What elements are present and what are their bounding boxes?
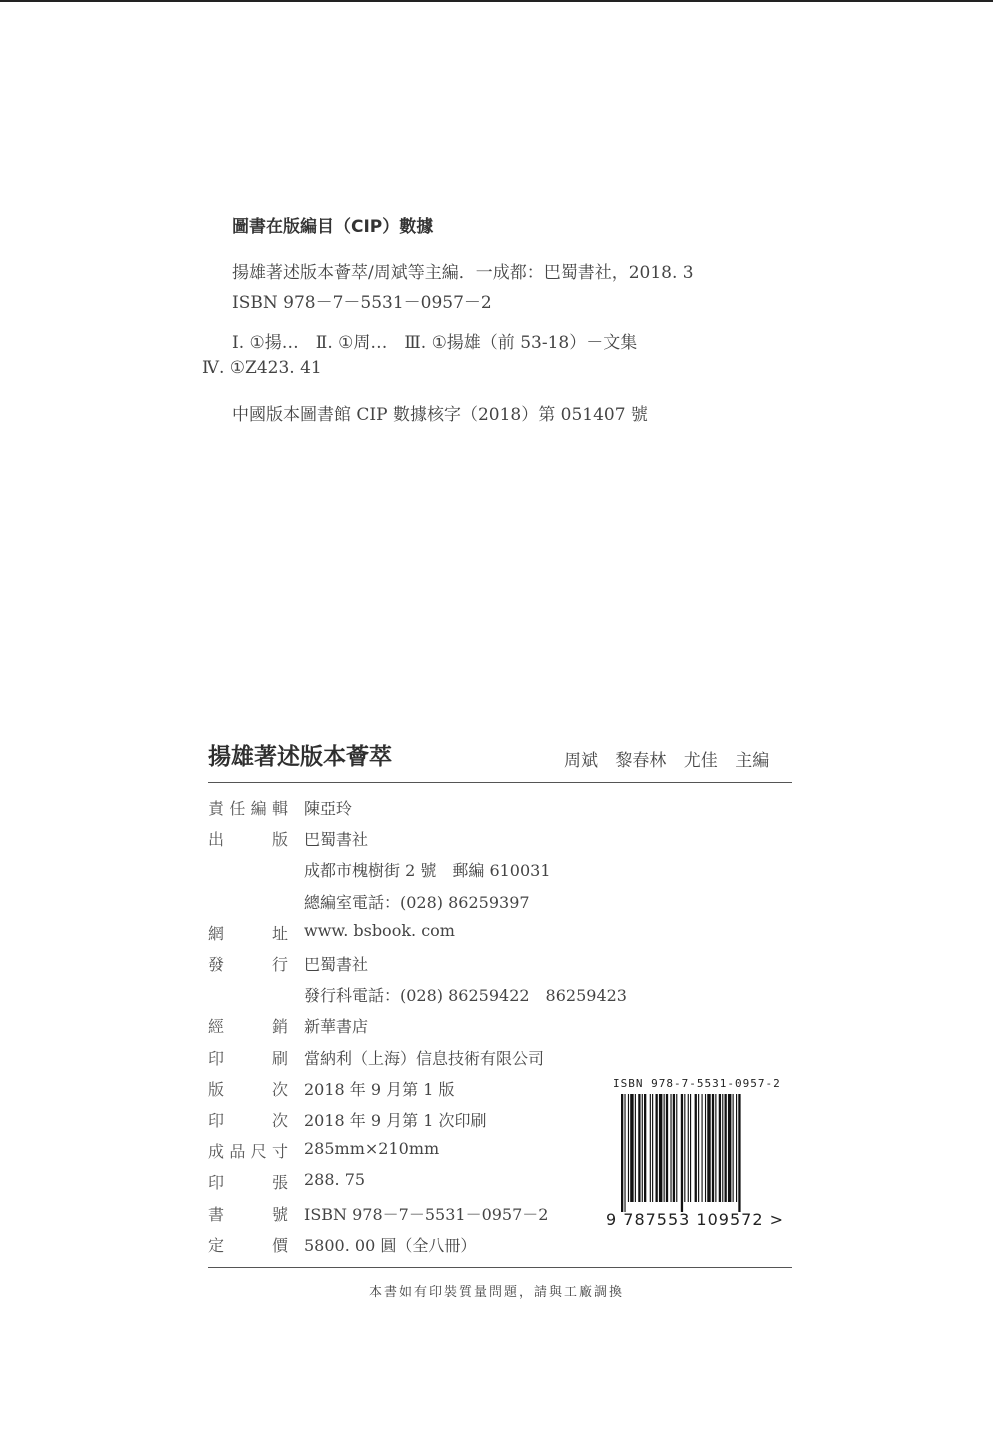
colophon-row-label: 書號 — [208, 1204, 288, 1224]
colophon-row-label: 印張 — [208, 1173, 288, 1193]
colophon-row-label: 發行 — [208, 955, 288, 974]
colophon-row-label: 經銷 — [208, 1017, 288, 1037]
cip-title: 圖書在版編目（CIP）數據 — [232, 217, 434, 237]
colophon-row-value: www. bsbook. com — [304, 920, 455, 940]
colophon-row-value: 發行科電話：(028) 86259422 86259423 — [304, 986, 627, 1006]
colophon-row-value: 總編室電話：(028) 86259397 — [304, 892, 530, 912]
colophon-row-value: 285mm×210mm — [304, 1139, 440, 1159]
colophon-row-value: ISBN 978－7－5531－0957－2 — [304, 1204, 549, 1224]
colophon-row-label: 成品尺寸 — [208, 1142, 288, 1162]
colophon-row-label: 版次 — [208, 1079, 288, 1099]
colophon-row-value: 5800. 00 圓（全八冊） — [304, 1235, 477, 1255]
isbn-barcode-icon — [621, 1094, 785, 1212]
colophon-row-value: 當納利（上海）信息技術有限公司 — [304, 1048, 545, 1068]
colophon-row-label: 網址 — [208, 923, 288, 943]
cip-entry-isbn: ISBN 978－7－5531－0957－2 — [232, 293, 492, 313]
colophon-editors: 周斌 黎春林 尤佳 主編 — [564, 751, 770, 771]
colophon-row-label: 印刷 — [208, 1048, 288, 1068]
colophon-row-label: 印次 — [208, 1111, 288, 1130]
colophon-row-label: 責任編輯 — [208, 799, 288, 818]
colophon-row-label: 定價 — [208, 1235, 288, 1255]
barcode-digits: 9 787553 109572 > — [606, 1210, 784, 1229]
colophon-row-value: 新華書店 — [304, 1017, 369, 1037]
top-border-line — [0, 0, 993, 2]
colophon-top-rule — [208, 782, 792, 783]
colophon-bottom-rule — [208, 1267, 792, 1268]
colophon-row-value: 成都市槐樹街 2 號 郵編 610031 — [304, 861, 551, 881]
colophon-book-title: 揚雄著述版本薈萃 — [208, 744, 392, 770]
colophon-row-value: 巴蜀書社 — [304, 955, 369, 974]
barcode-isbn-text: ISBN 978-7-5531-0957-2 — [613, 1077, 781, 1090]
footer-note: 本書如有印裝質量問題，請與工廠調換 — [368, 1285, 624, 1300]
cip-entry-record-number: 中國版本圖書館 CIP 數據核字（2018）第 051407 號 — [232, 405, 648, 425]
cip-entry-subjects: Ⅰ. ①揚… Ⅱ. ①周… Ⅲ. ①揚雄（前 53-18）－文集 — [232, 333, 638, 353]
cip-entry-classification: Ⅳ. ①Z423. 41 — [202, 358, 322, 378]
colophon-row-label: 出版 — [208, 830, 288, 850]
colophon-row-value: 288. 75 — [304, 1170, 366, 1190]
colophon-row-value: 2018 年 9 月第 1 次印刷 — [304, 1111, 487, 1130]
colophon-row-value: 巴蜀書社 — [304, 830, 369, 850]
colophon-row-value: 陳亞玲 — [304, 799, 353, 818]
colophon-row-value: 2018 年 9 月第 1 版 — [304, 1079, 455, 1099]
cip-entry-title: 揚雄著述版本薈萃/周斌等主編．一成都：巴蜀書社，2018. 3 — [232, 263, 694, 283]
